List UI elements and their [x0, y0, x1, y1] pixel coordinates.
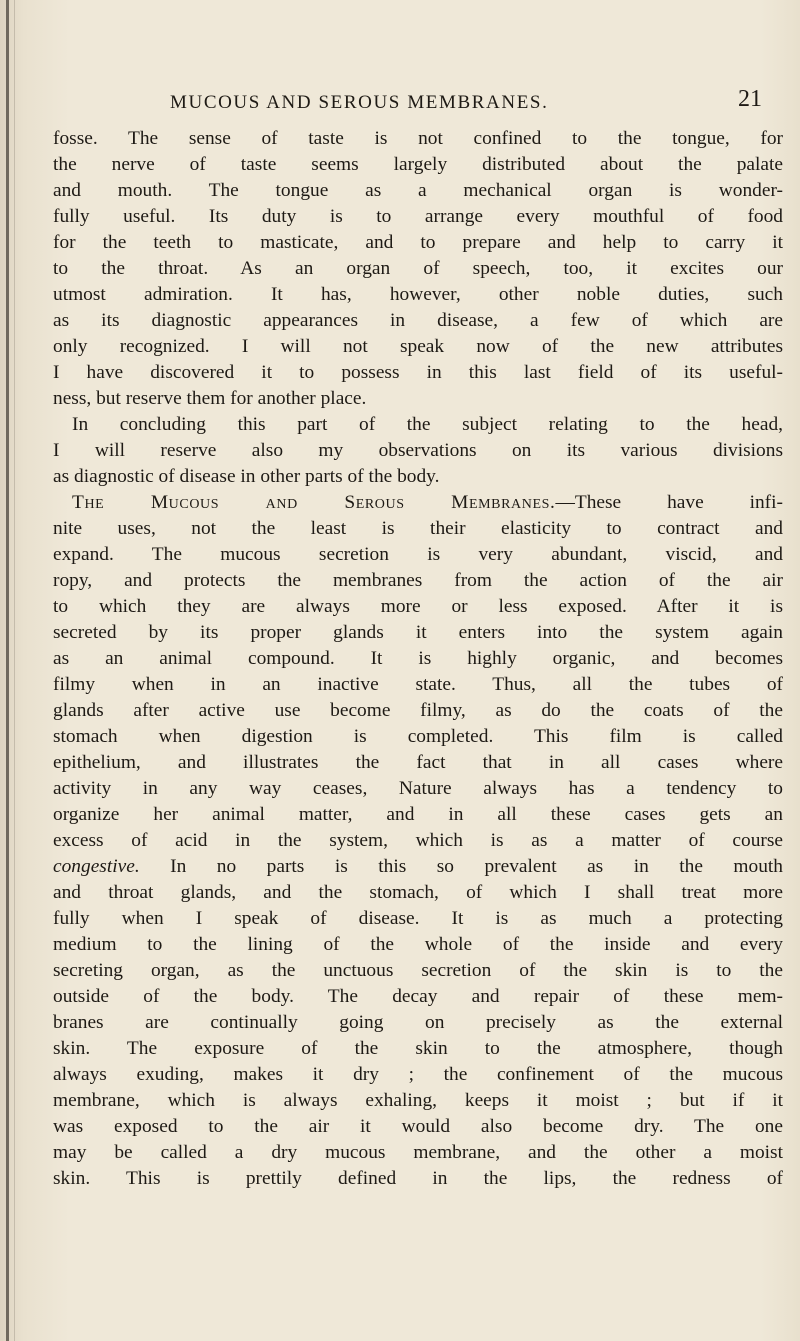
binding-edge	[6, 0, 9, 1341]
text-line: may be called a dry mucous membrane, and the other a moist	[53, 1142, 783, 1163]
text-line: organize her animal matter, and in all these cases gets an	[53, 804, 783, 825]
text-line: the nerve of taste seems largely distributed about the palate	[53, 154, 783, 175]
paragraph-end-line: as diagnostic of disease in other parts of the body.	[53, 466, 440, 487]
text-line: for the teeth to masticate, and to prepare and help to carry it	[53, 232, 783, 253]
text-line: utmost admiration. It has, however, other noble duties, such	[53, 284, 783, 305]
text-line: fully useful. Its duty is to arrange every mouthful of food	[53, 206, 783, 227]
text-line: I have discovered it to possess in this last field of its useful-	[53, 362, 783, 383]
text-line: only recognized. I will not speak now of the new attributes	[53, 336, 783, 357]
text-line: always exuding, makes it dry ; the confinement of the mucous	[53, 1064, 783, 1085]
text-line: glands after active use become filmy, as do the coats of the	[53, 700, 783, 721]
text-line: to the throat. As an organ of speech, too, it excites our	[53, 258, 783, 279]
text-line: filmy when in an inactive state. Thus, all the tubes of	[53, 674, 783, 695]
italic-term: congestive.	[53, 856, 140, 877]
text-line: expand. The mucous secretion is very abundant, viscid, and	[53, 544, 783, 565]
text-line: outside of the body. The decay and repair of these mem-	[53, 986, 783, 1007]
text-line: membrane, which is always exhaling, keeps it moist ; but if it	[53, 1090, 783, 1111]
text-line: secreting organ, as the unctuous secretion of the skin is to the	[53, 960, 783, 981]
text-line: nite uses, not the least is their elasticity to contract and	[53, 518, 783, 539]
text-line: epithelium, and illustrates the fact that in all cases where	[53, 752, 783, 773]
binding-shadow	[14, 0, 15, 1341]
text-line: excess of acid in the system, which is as a matter of course	[53, 830, 783, 851]
text-span: In no parts is this so prevalent as in the mouth	[139, 856, 783, 877]
text-line: medium to the lining of the whole of the inside and every	[53, 934, 783, 955]
section-heading: The Mucous and Serous Membranes.	[72, 492, 556, 513]
text-line: branes are continually going on precisely as the external	[53, 1012, 783, 1033]
text-line: and mouth. The tongue as a mechanical organ is wonder-	[53, 180, 783, 201]
text-line: ropy, and protects the membranes from the action of the air	[53, 570, 783, 591]
section-heading-line	[53, 490, 783, 516]
text-line: activity in any way ceases, Nature always has a tendency to	[53, 778, 783, 799]
text-line: secreted by its proper glands it enters into the system again	[53, 622, 783, 643]
running-head: MUCOUS AND SEROUS MEMBRANES.	[170, 92, 549, 113]
text-line: to which they are always more or less exposed. After it is	[53, 596, 783, 617]
text-line: stomach when digestion is completed. This film is called	[53, 726, 783, 747]
text-line: was exposed to the air it would also become dry. The one	[53, 1116, 783, 1137]
text-line: I will reserve also my observations on its various divisions	[53, 440, 783, 461]
text-line: skin. This is prettily defined in the lips, the redness of	[53, 1168, 783, 1189]
text-line	[53, 854, 783, 880]
page-number: 21	[738, 86, 762, 112]
paragraph-start-line: In concluding this part of the subject relating to the head,	[72, 414, 783, 435]
text-line: fully when I speak of disease. It is as much a protecting	[53, 908, 783, 929]
text-line: skin. The exposure of the skin to the atmosphere, though	[53, 1038, 783, 1059]
body-text	[53, 126, 783, 1192]
paragraph-end-line: ness, but reserve them for another place.	[53, 388, 367, 409]
text-line: as its diagnostic appearances in disease, a few of which are	[53, 310, 783, 331]
text-line: and throat glands, and the stomach, of which I shall treat more	[53, 882, 783, 903]
text-line: as an animal compound. It is highly organic, and becomes	[53, 648, 783, 669]
text-line: fosse. The sense of taste is not confined to the tongue, for	[53, 128, 783, 149]
text-span: —These have infi-	[555, 492, 783, 513]
